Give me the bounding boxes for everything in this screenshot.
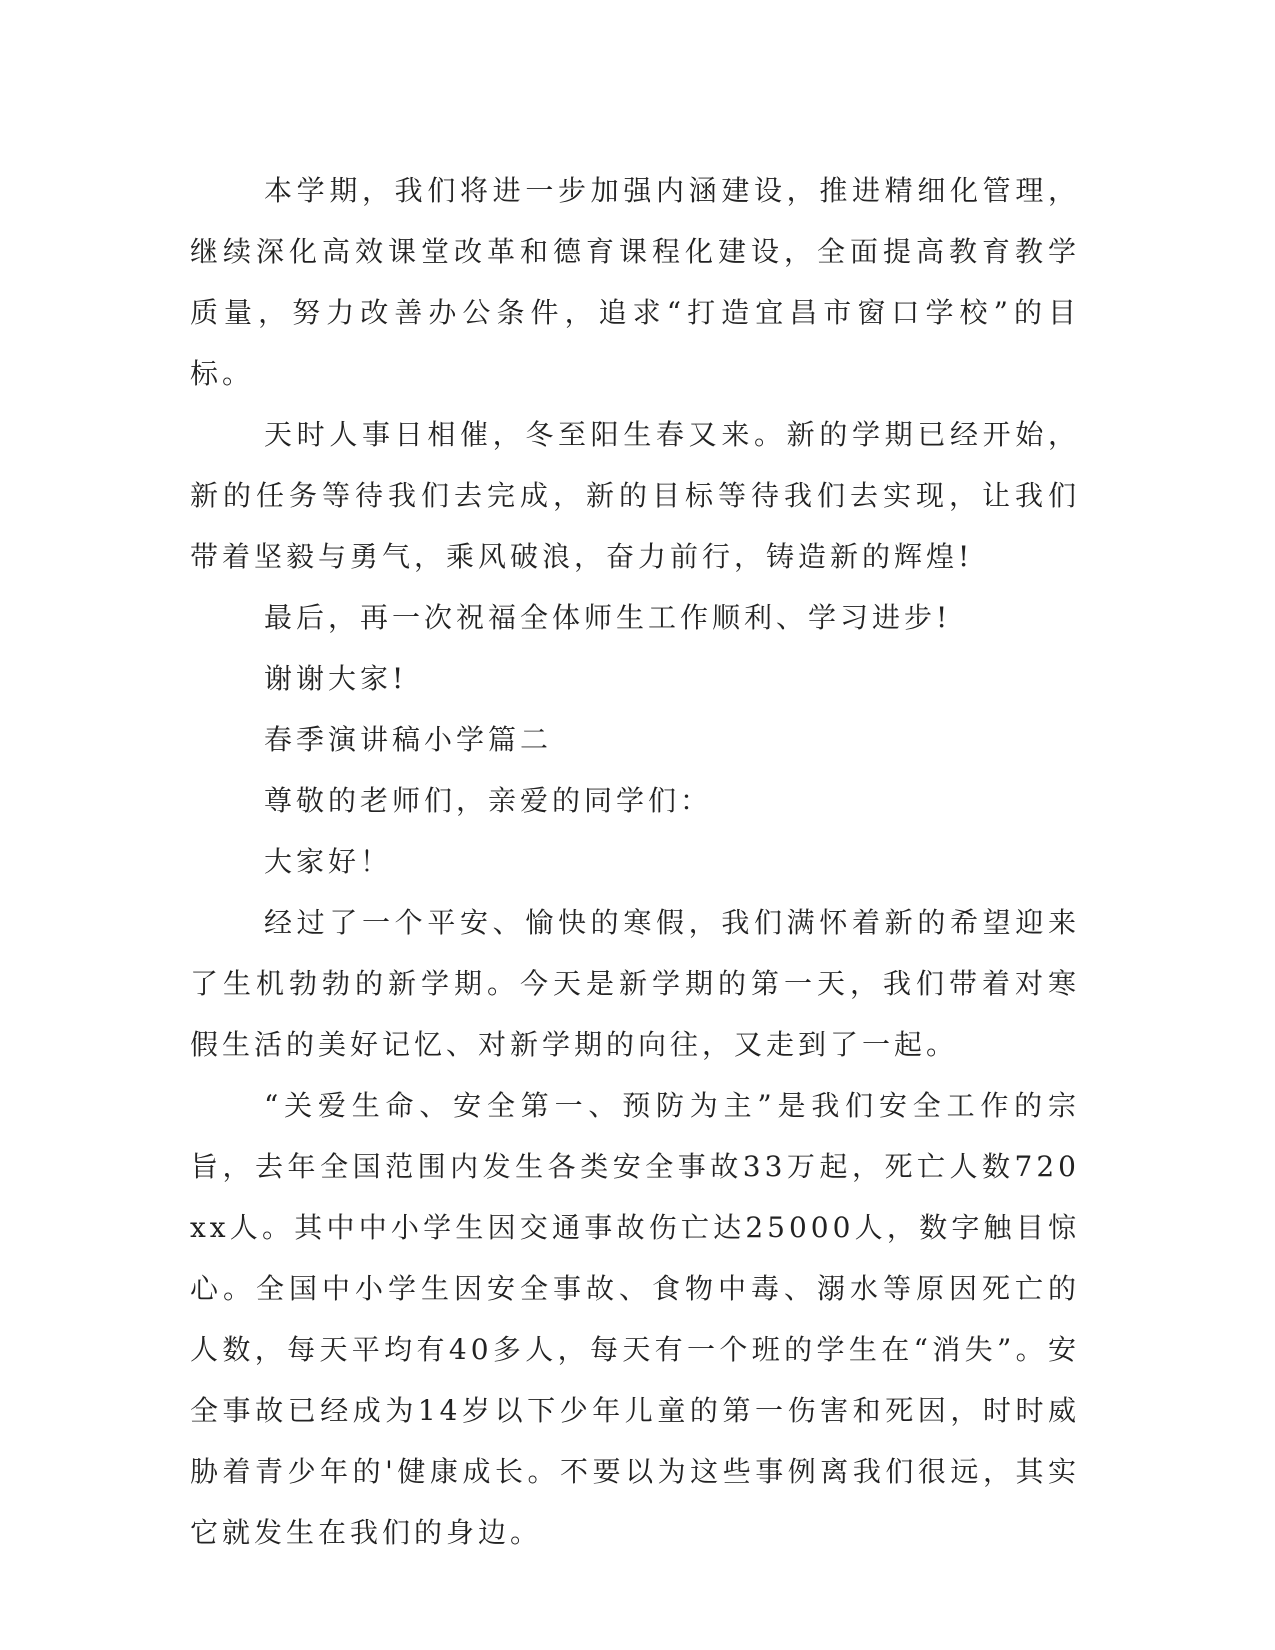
paragraph-safety: “关爱生命、安全第一、预防为主”是我们安全工作的宗旨，去年全国范围内发生各类安全事故33万起，死亡人数720xx人。其中中小学生因交通事故伤亡达25000人，数字触目惊心。全国中小学生因安全事故、食物中毒、溺水等原因死亡的人数，每天平均有40多人，每天有一个班的学生在“消失”。安全事故已经成为14岁以下少年儿童的第一伤害和死因，时时威胁着青少年的'健康成长。不要以为这些事例离我们很远，其实它就发生在我们的身边。	[190, 1089, 1080, 1549]
salutation: 尊敬的老师们，亲爱的同学们：	[264, 784, 713, 817]
section-heading: 春季演讲稿小学篇二	[264, 723, 553, 756]
document-body	[190, 160, 1080, 1563]
paragraph-new-term: 天时人事日相催，冬至阳生春又来。新的学期已经开始，新的任务等待我们去完成，新的目标等待我们去实现，让我们带着坚毅与勇气，乘风破浪，奋力前行，铸造新的辉煌!	[190, 418, 1080, 573]
paragraph-winter-break: 经过了一个平安、愉快的寒假，我们满怀着新的希望迎来了生机勃勃的新学期。今天是新学期的第一天，我们带着对寒假生活的美好记忆、对新学期的向往，又走到了一起。	[190, 906, 1080, 1061]
greeting: 大家好！	[264, 845, 393, 878]
paragraph-plan: 本学期，我们将进一步加强内涵建设，推进精细化管理，继续深化高效课堂改革和德育课程化建设，全面提高教育教学质量，努力改善办公条件，追求“打造宜昌市窗口学校”的目标。	[190, 174, 1080, 390]
paragraph-blessing: 最后，再一次祝福全体师生工作顺利、学习进步!	[264, 601, 952, 634]
paragraph-thanks: 谢谢大家!	[264, 662, 408, 695]
